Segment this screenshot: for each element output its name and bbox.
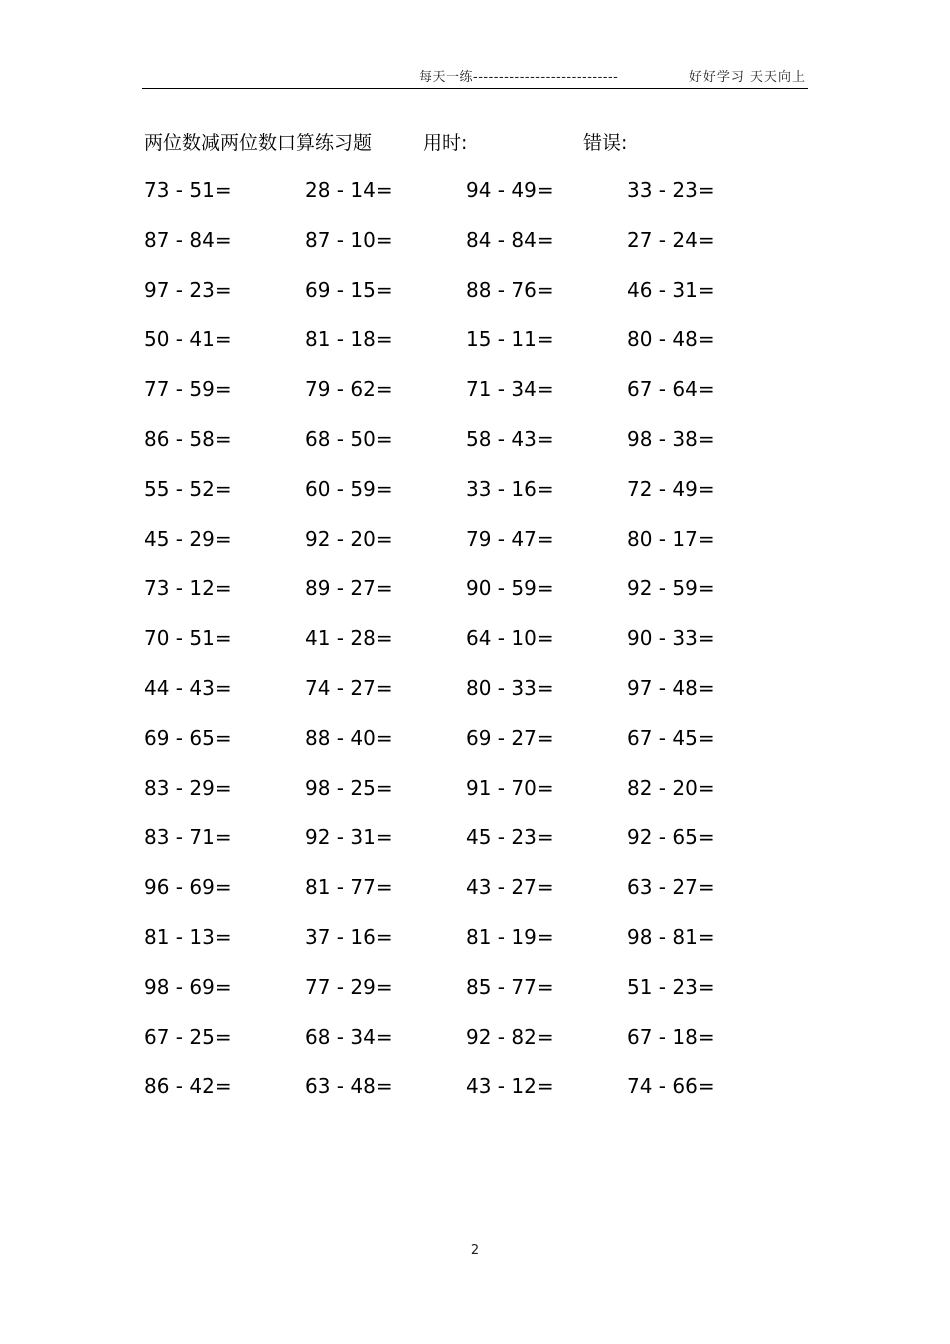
problem-item: 74 - 27= (305, 675, 393, 700)
problem-item: 84 - 84= (466, 227, 554, 252)
title-row (0, 128, 950, 158)
problem-item: 41 - 28= (305, 626, 393, 651)
problem-item: 33 - 23= (627, 178, 715, 202)
problem-item: 98 - 38= (627, 426, 715, 451)
page-header (142, 62, 808, 89)
problem-item: 45 - 23= (466, 825, 554, 850)
problem-item: 80 - 48= (627, 327, 715, 352)
problem-item: 87 - 10= (305, 227, 393, 252)
time-label: 用时: (423, 132, 468, 154)
problem-row (144, 972, 794, 1022)
problem-row (144, 374, 794, 424)
problem-item: 60 - 59= (305, 476, 393, 501)
problem-item: 69 - 15= (305, 277, 393, 302)
problem-row (144, 225, 794, 275)
problem-item: 81 - 19= (466, 924, 554, 949)
problem-row (144, 1022, 794, 1072)
problem-item: 82 - 20= (627, 775, 715, 800)
problem-row (144, 723, 794, 773)
problem-item: 87 - 84= (144, 227, 232, 252)
problem-item: 92 - 82= (466, 1024, 554, 1049)
problem-row (144, 573, 794, 623)
problem-item: 92 - 59= (627, 576, 715, 601)
problem-row (144, 872, 794, 922)
header-left-text: 每天一练---------------------------- (419, 70, 619, 85)
problem-item: 88 - 40= (305, 725, 393, 750)
problem-item: 86 - 58= (144, 426, 232, 451)
problem-item: 98 - 69= (144, 974, 232, 999)
problem-item: 79 - 47= (466, 526, 554, 551)
problem-item: 97 - 48= (627, 675, 715, 700)
problem-item: 67 - 45= (627, 725, 715, 750)
problem-item: 90 - 59= (466, 576, 554, 601)
problem-item: 71 - 34= (466, 377, 554, 402)
problem-item: 15 - 11= (466, 327, 554, 352)
problem-item: 64 - 10= (466, 626, 554, 651)
problem-row (144, 424, 794, 474)
problem-row (144, 1071, 794, 1121)
problem-item: 70 - 51= (144, 626, 232, 651)
problem-item: 44 - 43= (144, 675, 232, 700)
problem-item: 55 - 52= (144, 476, 232, 501)
problem-item: 37 - 16= (305, 924, 393, 949)
problem-item: 89 - 27= (305, 576, 393, 601)
problem-item: 43 - 27= (466, 875, 554, 900)
problem-item: 67 - 25= (144, 1024, 232, 1049)
problem-item: 58 - 43= (466, 426, 554, 451)
problem-row (144, 524, 794, 574)
problem-item: 51 - 23= (627, 974, 715, 999)
problem-item: 92 - 65= (627, 825, 715, 850)
problem-item: 68 - 50= (305, 426, 393, 451)
problem-row (144, 275, 794, 325)
problem-item: 63 - 48= (305, 1074, 393, 1099)
header-right-text: 好好学习 天天向上 (688, 70, 806, 85)
problem-grid (144, 175, 794, 1121)
problem-item: 81 - 77= (305, 875, 393, 900)
problem-item: 86 - 42= (144, 1074, 232, 1099)
problem-item: 92 - 31= (305, 825, 393, 850)
problem-row (144, 922, 794, 972)
problem-item: 81 - 18= (305, 327, 393, 352)
problem-item: 50 - 41= (144, 327, 232, 352)
problem-row (144, 474, 794, 524)
problem-item: 98 - 81= (627, 924, 715, 949)
worksheet-title: 两位数减两位数口算练习题 (144, 132, 373, 154)
problem-item: 74 - 66= (627, 1074, 715, 1099)
problem-row (144, 175, 794, 225)
errors-label: 错误: (583, 132, 628, 154)
problem-row (144, 822, 794, 872)
problem-item: 81 - 13= (144, 924, 232, 949)
problem-item: 77 - 59= (144, 377, 232, 402)
problem-row (144, 673, 794, 723)
problem-item: 43 - 12= (466, 1074, 554, 1099)
problem-item: 98 - 25= (305, 775, 393, 800)
problem-item: 28 - 14= (305, 178, 393, 202)
problem-row (144, 773, 794, 823)
problem-item: 73 - 51= (144, 178, 232, 202)
problem-item: 83 - 71= (144, 825, 232, 850)
problem-row (144, 324, 794, 374)
problem-item: 85 - 77= (466, 974, 554, 999)
problem-item: 73 - 12= (144, 576, 232, 601)
problem-item: 46 - 31= (627, 277, 715, 302)
problem-item: 80 - 33= (466, 675, 554, 700)
problem-item: 68 - 34= (305, 1024, 393, 1049)
problem-item: 72 - 49= (627, 476, 715, 501)
problem-item: 79 - 62= (305, 377, 393, 402)
problem-item: 27 - 24= (627, 227, 715, 252)
problem-item: 91 - 70= (466, 775, 554, 800)
problem-item: 80 - 17= (627, 526, 715, 551)
problem-item: 45 - 29= (144, 526, 232, 551)
problem-item: 83 - 29= (144, 775, 232, 800)
problem-item: 96 - 69= (144, 875, 232, 900)
problem-item: 33 - 16= (466, 476, 554, 501)
problem-item: 92 - 20= (305, 526, 393, 551)
problem-item: 90 - 33= (627, 626, 715, 651)
problem-item: 94 - 49= (466, 178, 554, 202)
problem-item: 67 - 18= (627, 1024, 715, 1049)
problem-item: 88 - 76= (466, 277, 554, 302)
problem-item: 97 - 23= (144, 277, 232, 302)
problem-item: 69 - 27= (466, 725, 554, 750)
problem-item: 67 - 64= (627, 377, 715, 402)
page-number: 2 (470, 1243, 480, 1258)
problem-row (144, 623, 794, 673)
problem-item: 77 - 29= (305, 974, 393, 999)
problem-item: 63 - 27= (627, 875, 715, 900)
problem-item: 69 - 65= (144, 725, 232, 750)
